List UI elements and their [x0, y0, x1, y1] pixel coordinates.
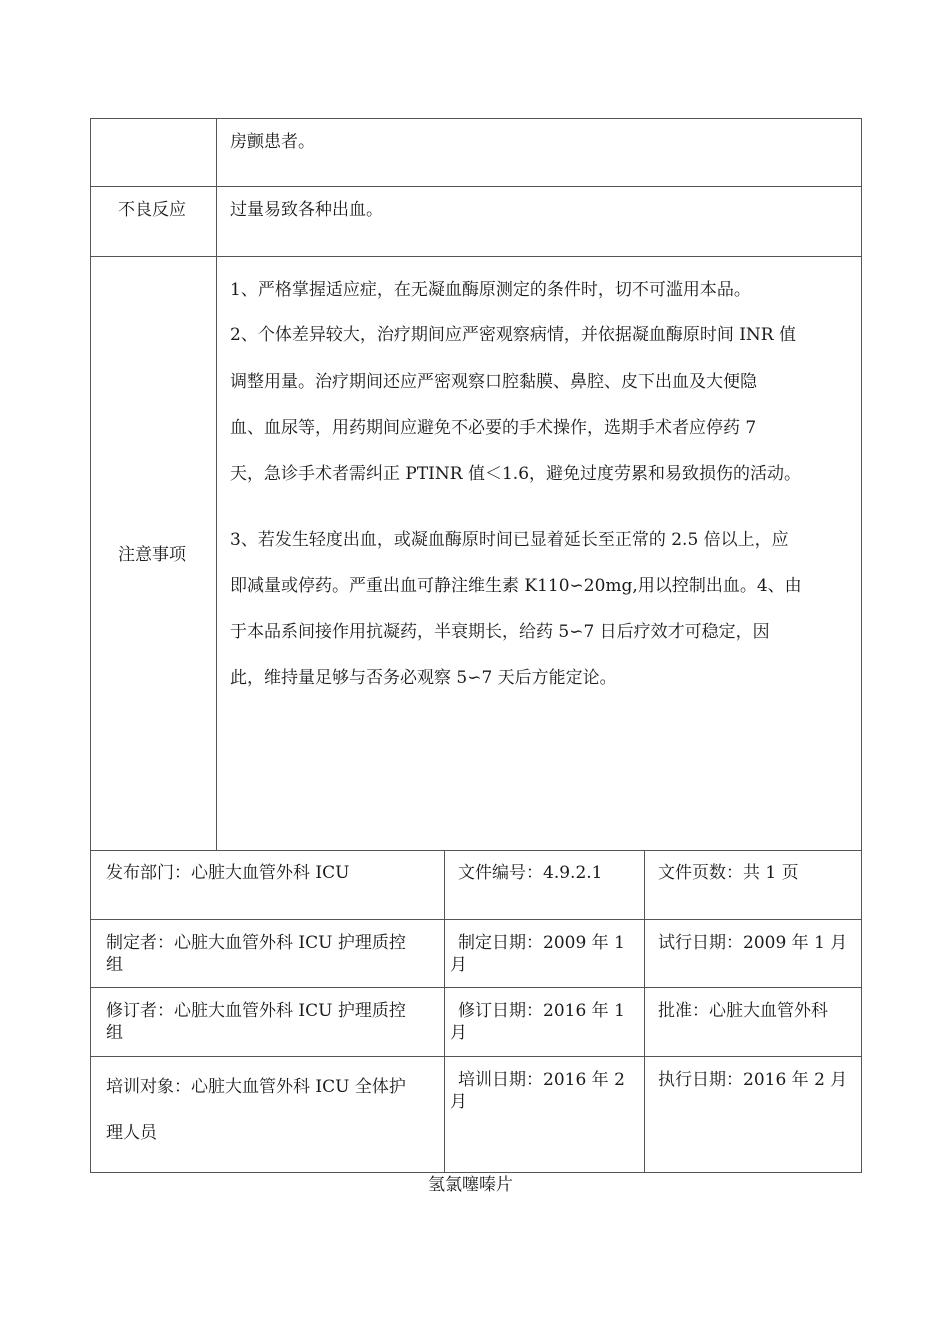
- row-label-adverse-reactions: 不良反应: [118, 200, 186, 220]
- creation-date: 制定日期：2009 年 1: [458, 933, 625, 953]
- precaution-line: 于本品系间接作用抗凝药，半衰期长，给药 5∽7 日后疗效才可稳定，因: [230, 622, 770, 642]
- row-divider: [90, 987, 862, 988]
- row-divider: [90, 850, 862, 851]
- execution-date: 执行日期：2016 年 2 月: [658, 1070, 848, 1090]
- row-divider: [90, 1056, 862, 1057]
- revision-date: 修订日期：2016 年 1: [458, 1001, 625, 1021]
- document-number: 文件编号：4.9.2.1: [458, 863, 603, 883]
- precaution-line: 调整用量。治疗期间还应严密观察口腔黏膜、鼻腔、皮下出血及大便隐: [230, 372, 757, 392]
- row-divider: [90, 186, 862, 187]
- author: 制定者：心脏大血管外科 ICU 护理质控: [106, 933, 406, 953]
- precaution-line: 血、血尿等，用药期间应避免不必要的手术操作，选期手术者应停药 7: [230, 418, 757, 438]
- precaution-line: 即减量或停药。严重出血可静注维生素 K110∽20mg,用以控制出血。4、由: [230, 576, 802, 596]
- row-divider: [90, 256, 862, 257]
- training-date: 培训日期：2016 年 2: [458, 1070, 625, 1090]
- row-divider: [90, 919, 862, 920]
- reviser: 修订者：心脏大血管外科 ICU 护理质控: [106, 1001, 406, 1021]
- precaution-line: 3、若发生轻度出血，或凝血酶原时间已显着延长至正常的 2.5 倍以上，应: [230, 530, 789, 550]
- cell-content: 过量易致各种出血。: [230, 200, 383, 220]
- cell-content: 房颤患者。: [230, 132, 315, 152]
- document-page-count: 文件页数：共 1 页: [658, 863, 799, 883]
- precaution-line: 1、严格掌握适应症，在无凝血酶原测定的条件时，切不可滥用本品。: [230, 280, 751, 300]
- column-divider: [216, 118, 217, 850]
- precaution-line: 此，维持量足够与否务必观察 5∽7 天后方能定论。: [230, 668, 617, 688]
- precaution-line: 天，急诊手术者需纠正 PTINR 值＜1.6，避免过度劳累和易致损伤的活动。: [230, 464, 802, 484]
- trial-date: 试行日期：2009 年 1 月: [658, 933, 848, 953]
- next-section-title: 氢氯噻嗪片: [428, 1175, 513, 1195]
- approver: 批准：心脏大血管外科: [658, 1001, 828, 1021]
- column-divider: [444, 850, 445, 1173]
- training-target-cont: 理人员: [106, 1123, 157, 1143]
- row-label-precautions: 注意事项: [118, 545, 186, 565]
- creation-date-cont: 月: [450, 955, 467, 975]
- issuing-department: 发布部门：心脏大血管外科 ICU: [106, 863, 350, 883]
- precaution-line: 2、个体差异较大，治疗期间应严密观察病情，并依据凝血酶原时间 INR 值: [230, 325, 797, 345]
- revision-date-cont: 月: [450, 1023, 467, 1043]
- author-cont: 组: [106, 955, 123, 975]
- reviser-cont: 组: [106, 1023, 123, 1043]
- column-divider: [644, 850, 645, 1173]
- training-target: 培训对象：心脏大血管外科 ICU 全体护: [106, 1077, 406, 1097]
- training-date-cont: 月: [450, 1092, 467, 1112]
